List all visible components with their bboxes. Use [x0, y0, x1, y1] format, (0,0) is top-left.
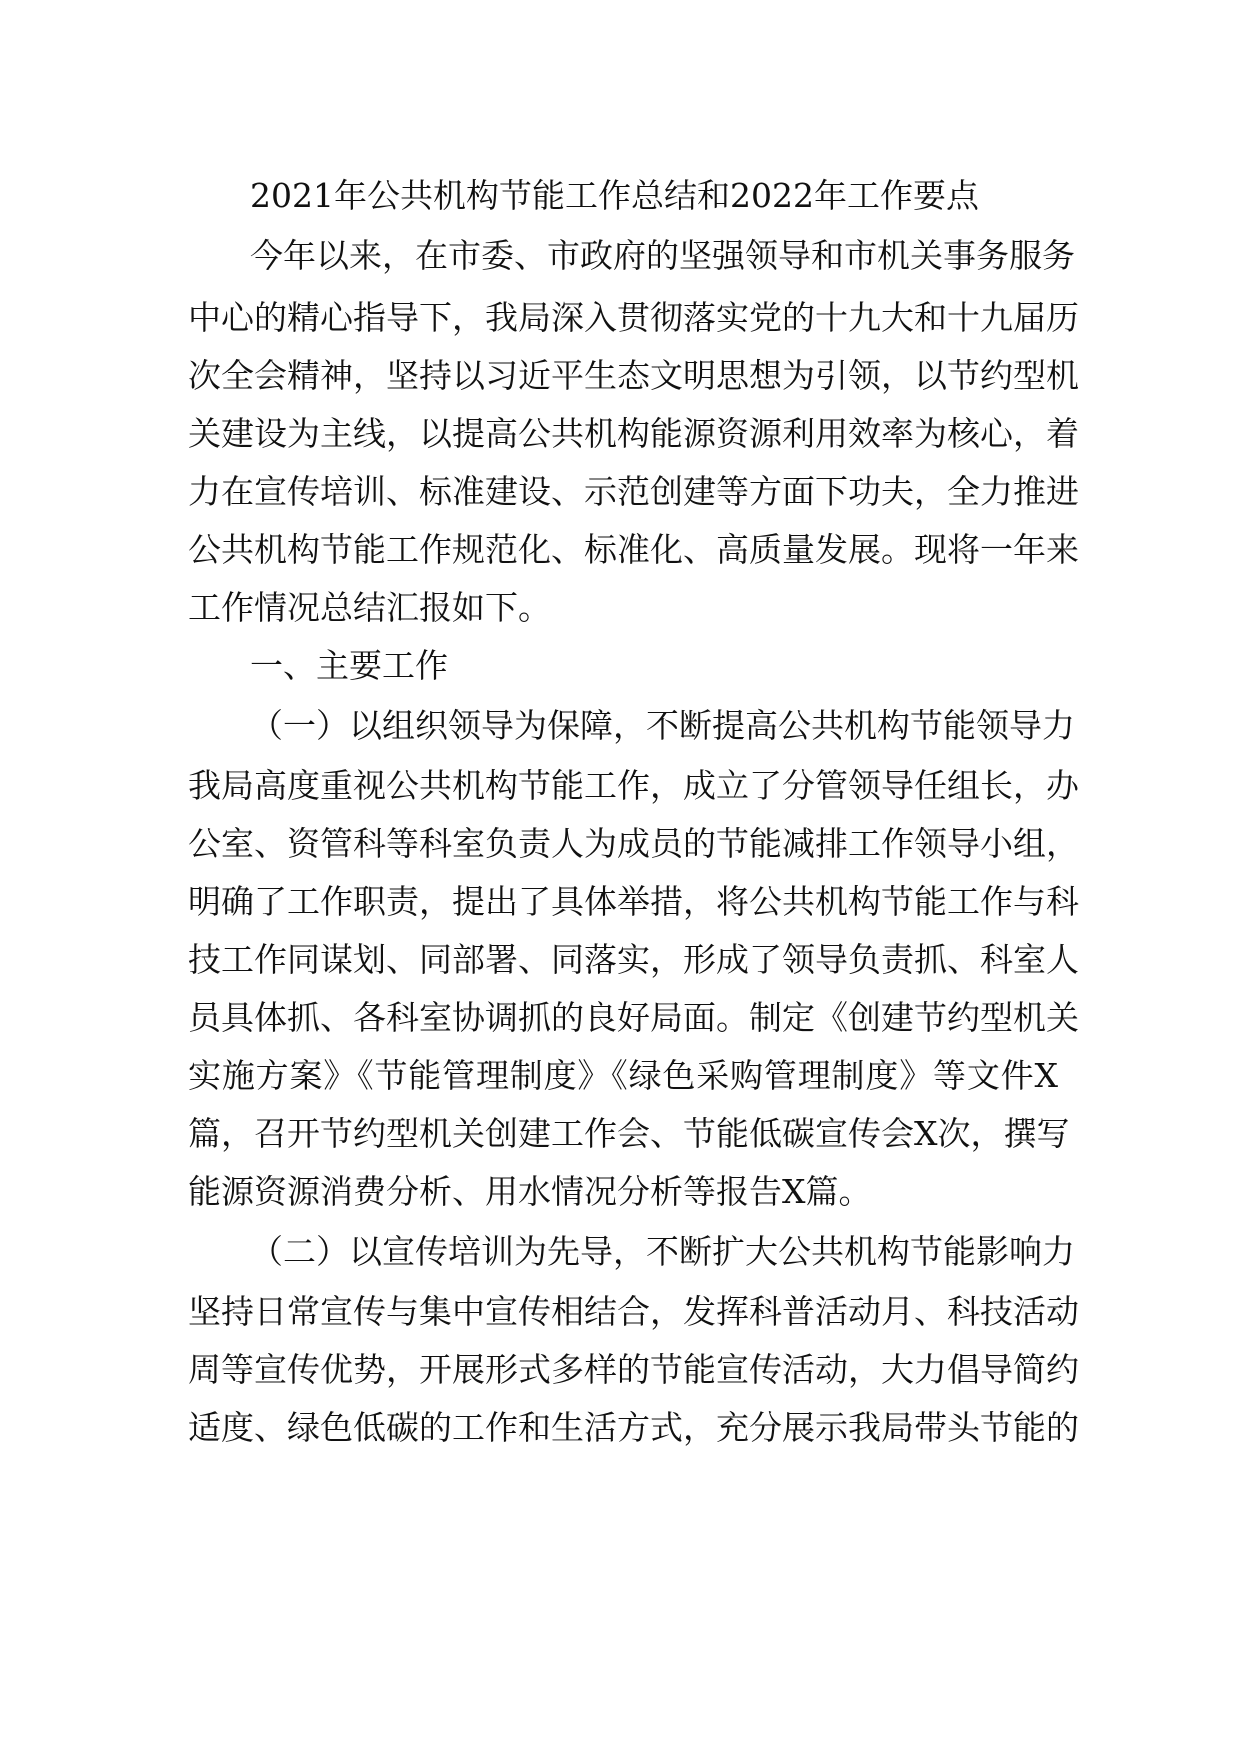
paragraph-line: 适度、绿色低碳的工作和生活方式，充分展示我局带头节能的 — [188, 1408, 1079, 1447]
subsection-heading: （二）以宣传培训为先导，不断扩大公共机构节能影响力 — [250, 1232, 1075, 1271]
section-heading: 一、主要工作 — [250, 646, 448, 685]
paragraph-line: 实施方案》《节能管理制度》《绿色采购管理制度》等文件X — [188, 1056, 1058, 1095]
paragraph-line: 技工作同谋划、同部署、同落实，形成了领导负责抓、科室人 — [188, 940, 1079, 979]
paragraph-line: 关建设为主线，以提高公共机构能源资源利用效率为核心，着 — [188, 414, 1079, 453]
paragraph-line: 能源资源消费分析、用水情况分析等报告X篇。 — [188, 1172, 872, 1211]
document-title: 2021年公共机构节能工作总结和2022年工作要点 — [250, 176, 979, 215]
paragraph-line: 公共机构节能工作规范化、标准化、高质量发展。现将一年来 — [188, 530, 1079, 569]
paragraph-line: 中心的精心指导下，我局深入贯彻落实党的十九大和十九届历 — [188, 298, 1079, 337]
paragraph-line: 员具体抓、各科室协调抓的良好局面。制定《创建节约型机关 — [188, 998, 1079, 1037]
paragraph-line: 公室、资管科等科室负责人为成员的节能减排工作领导小组， — [188, 824, 1079, 863]
paragraph-line: 力在宣传培训、标准建设、示范创建等方面下功夫，全力推进 — [188, 472, 1079, 511]
paragraph-line: 坚持日常宣传与集中宣传相结合，发挥科普活动月、科技活动 — [188, 1292, 1079, 1331]
paragraph-line: 我局高度重视公共机构节能工作，成立了分管领导任组长，办 — [188, 766, 1079, 805]
paragraph-line: 次全会精神，坚持以习近平生态文明思想为引领，以节约型机 — [188, 356, 1079, 395]
paragraph-line: 工作情况总结汇报如下。 — [188, 588, 551, 627]
paragraph-line: 明确了工作职责，提出了具体举措，将公共机构节能工作与科 — [188, 882, 1079, 921]
paragraph-line: 篇，召开节约型机关创建工作会、节能低碳宣传会X次，撰写 — [188, 1114, 1070, 1153]
subsection-heading: （一）以组织领导为保障，不断提高公共机构节能领导力 — [250, 706, 1075, 745]
paragraph-line: 周等宣传优势，开展形式多样的节能宣传活动，大力倡导简约 — [188, 1350, 1079, 1389]
paragraph-line: 今年以来，在市委、市政府的坚强领导和市机关事务服务 — [250, 236, 1075, 275]
